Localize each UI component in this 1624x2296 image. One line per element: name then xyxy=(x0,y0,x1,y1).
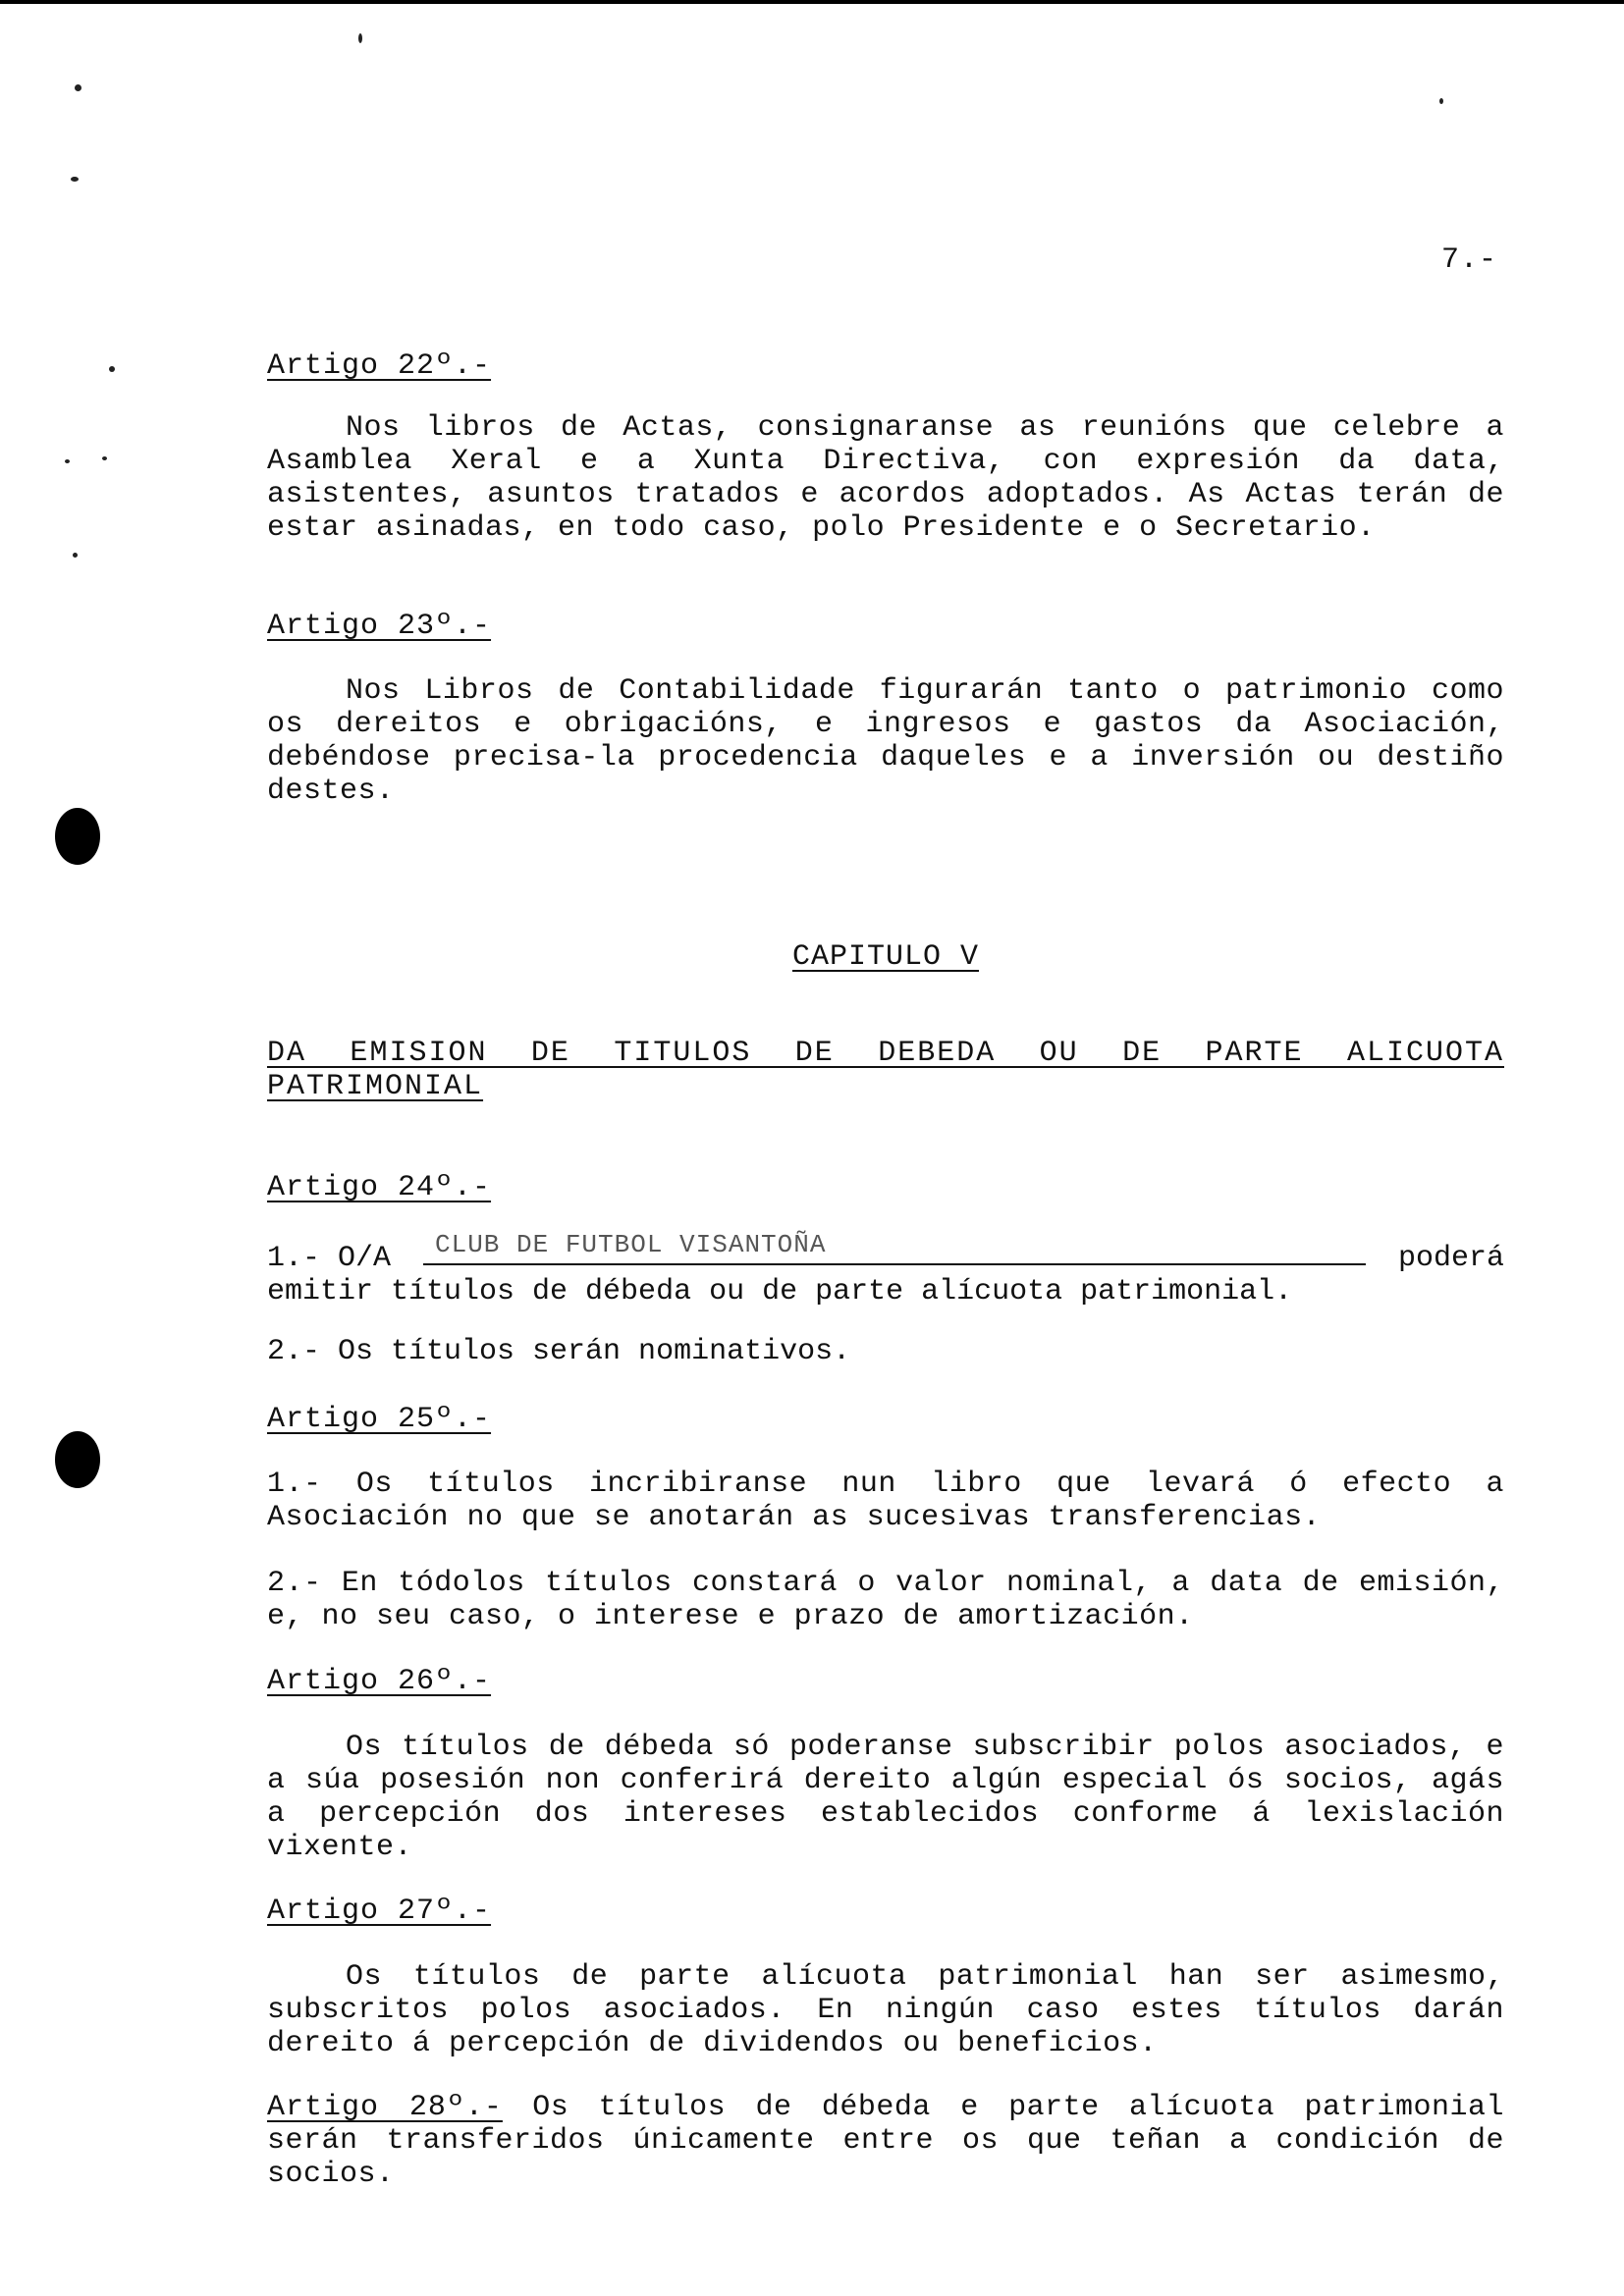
scan-speck xyxy=(1439,98,1443,104)
article-26 xyxy=(267,1665,1504,1698)
article-24-item-2 xyxy=(267,1335,1504,1368)
punch-hole-bottom xyxy=(55,1431,100,1488)
association-name-field xyxy=(423,1230,1366,1265)
scan-speck xyxy=(102,456,107,460)
chapter-subheading xyxy=(267,1037,1504,1103)
article-27-title: Artigo 27º.- xyxy=(267,1895,492,1928)
article-28 xyxy=(267,2091,1504,2191)
article-23-body xyxy=(267,674,1504,808)
article-24-item-1-prefix: 1.- O/A xyxy=(267,1242,392,1275)
scan-speck xyxy=(358,33,362,43)
article-24 xyxy=(267,1171,1504,1204)
punch-hole-top xyxy=(55,808,100,865)
chapter-subtitle: DA EMISION DE TITULOS DE DEBEDA OU DE PARTE ALICUOTA PATRIMONIAL xyxy=(267,1037,1504,1103)
article-28-title: Artigo 28º.- xyxy=(267,2091,503,2124)
chapter-heading xyxy=(267,940,1504,974)
article-27 xyxy=(267,1895,1504,1928)
article-24-title: Artigo 24º.- xyxy=(267,1171,492,1204)
scan-speck xyxy=(73,553,78,558)
article-25-item-1 xyxy=(267,1468,1504,1534)
article-27-text: Os títulos de parte alícuota patrimonial han ser asimesmo, subscritos polos asociados. En ningún caso estes títulos darán dereito á percepción de dividendos ou beneficios. xyxy=(267,1960,1504,2060)
article-24-item-1-rest: emitir títulos de débeda ou de parte alícuota patrimonial. xyxy=(267,1275,1293,1308)
scan-top-edge xyxy=(0,0,1624,4)
article-23-text: Nos Libros de Contabilidade figurarán tanto o patrimonio como os dereitos e obrigacións, e ingresos e gastos da Asociación, debéndose precisa-la procedencia daqueles e a inversión ou destiño destes. xyxy=(267,674,1504,808)
scan-speck xyxy=(109,366,115,372)
scan-speck xyxy=(65,459,70,463)
association-name-value: CLUB DE FUTBOL VISANTOÑA xyxy=(435,1230,827,1259)
article-25-item-2-text: 2.- En tódolos títulos constará o valor nominal, a data de emisión, e, no seu caso, o interese e prazo de amortización. xyxy=(267,1567,1504,1633)
article-25-title: Artigo 25º.- xyxy=(267,1403,492,1436)
article-27-body xyxy=(267,1960,1504,2060)
article-25 xyxy=(267,1403,1504,1436)
article-22 xyxy=(267,349,1504,383)
article-22-body xyxy=(267,411,1504,545)
article-22-title: Artigo 22º.- xyxy=(267,349,492,383)
article-24-item-1 xyxy=(267,1230,1504,1308)
article-24-item-1-line xyxy=(267,1230,1504,1275)
page-number: 7.- xyxy=(1441,243,1498,277)
article-28-text: Os títulos de débeda e parte alícuota patrimonial serán transferidos únicamente entre os que teñan a condición de socios. xyxy=(267,2091,1504,2191)
article-24-item-1-word: poderá xyxy=(1397,1242,1504,1275)
article-25-item-2 xyxy=(267,1567,1504,1633)
article-25-item-1-text: 1.- Os títulos incribiranse nun libro que levará ó efecto a Asociación no que se anotarán as sucesivas transferencias. xyxy=(267,1468,1504,1534)
article-28-paragraph xyxy=(267,2091,1504,2191)
article-24-item-2-text: 2.- Os títulos serán nominativos. xyxy=(267,1335,851,1368)
article-26-title: Artigo 26º.- xyxy=(267,1665,492,1698)
chapter-title: CAPITULO V xyxy=(791,940,980,974)
article-26-body xyxy=(267,1731,1504,1864)
scan-speck xyxy=(75,84,81,91)
article-23 xyxy=(267,610,1504,643)
article-23-title: Artigo 23º.- xyxy=(267,610,492,643)
article-26-text: Os títulos de débeda só poderanse subscribir polos asociados, e a súa posesión non conferirá dereito algún especial ós socios, agás a percepción dos intereses establecidos conforme á lexislación vixente. xyxy=(267,1731,1504,1864)
scan-speck xyxy=(71,177,79,182)
article-22-text: Nos libros de Actas, consignaranse as reunións que celebre a Asamblea Xeral e a Xunta Directiva, con expresión da data, asistentes, asuntos tratados e acordos adoptados. As Actas terán de estar asinadas, en todo caso, polo Presidente e o Secretario. xyxy=(267,411,1504,545)
